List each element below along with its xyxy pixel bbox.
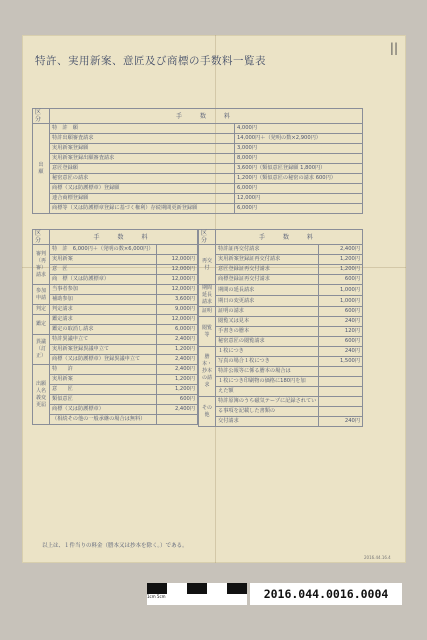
fee-amount: 600円 xyxy=(319,307,363,317)
header-fee: 手 数 料 xyxy=(50,109,363,124)
fee-amount: 12,000円 xyxy=(156,255,197,265)
table-row xyxy=(199,397,363,407)
fee-item: 実用新案登録異議申立て xyxy=(50,345,157,355)
table-row xyxy=(33,164,363,174)
fee-amount: 6,000円 xyxy=(234,184,362,194)
accession-number: 2016.044.0016.0004 xyxy=(250,583,402,605)
fee-item: 期日の変更請求 xyxy=(216,296,319,307)
table-row xyxy=(199,245,363,255)
fee-item: 意 匠 xyxy=(50,385,157,395)
fee-amount: 2,400円 xyxy=(319,245,363,255)
table-header-row xyxy=(33,230,198,245)
table-row xyxy=(33,345,198,355)
fee-item: 実用新案登録証再交付請求 xyxy=(216,255,319,265)
header-category: 区分 xyxy=(199,230,216,245)
fee-amount: 9,000円 xyxy=(156,305,197,315)
fee-item: 商 標（又は防護標章） xyxy=(50,275,157,285)
fee-item: １枚につき印刷物の価格に180円を加 xyxy=(216,377,319,387)
fee-amount: 600円 xyxy=(156,395,197,405)
fee-item: 実用新案登録願 xyxy=(50,144,235,154)
fee-amount: 1,200円（類似意匠の秘密の請求 600円） xyxy=(234,174,362,184)
table-row xyxy=(33,275,198,285)
table-row xyxy=(199,275,363,285)
table-row xyxy=(33,405,198,415)
fee-amount: 600円 xyxy=(319,275,363,285)
table-row xyxy=(33,265,198,275)
fee-item: （相続その他の一般承継の場合は無料） xyxy=(50,415,157,425)
table-row xyxy=(199,337,363,347)
table-row xyxy=(33,305,198,315)
pencil-annotation: 2016.44.16.4 xyxy=(364,555,391,560)
table-row xyxy=(33,204,363,214)
table-row xyxy=(33,285,198,295)
fee-item: 秘密意匠の請求 xyxy=(50,174,235,184)
table-row xyxy=(33,395,198,405)
category-cell: 判定 xyxy=(33,305,50,315)
fee-amount: 3,600円（類似意匠登録願 1,800円） xyxy=(234,164,362,174)
category-cell: 証明 xyxy=(199,307,216,317)
fee-item: 鑑定請求 xyxy=(50,315,157,325)
table-row xyxy=(33,315,198,325)
fee-amount: 2,400円 xyxy=(156,355,197,365)
table-row xyxy=(33,144,363,154)
fee-amount: 12,000円 xyxy=(156,265,197,275)
header-fee: 手 数 料 xyxy=(216,230,363,245)
table-row xyxy=(33,415,198,425)
fee-amount xyxy=(156,415,197,425)
header-fee: 手 数 料 xyxy=(50,230,198,245)
fee-item: 特 許 6,000円＋（発明の数×6,000円） xyxy=(50,245,157,255)
fee-amount: 1,000円 xyxy=(319,285,363,296)
fee-table-left xyxy=(32,229,198,425)
table-row xyxy=(199,317,363,327)
category-cell: 期間延長請求 xyxy=(199,285,216,307)
table-row xyxy=(33,124,363,134)
fee-amount: 12,000円 xyxy=(156,315,197,325)
fee-amount xyxy=(319,367,363,377)
category-cell: 参加申請 xyxy=(33,285,50,305)
category-cell: 出 願 xyxy=(33,124,50,214)
fee-item: 商標（又は防護標章）登録異議申立て xyxy=(50,355,157,365)
fee-item: 特許異議申立て xyxy=(50,335,157,345)
fee-item: 補助参加 xyxy=(50,295,157,305)
table-row xyxy=(33,194,363,204)
fee-item: 実用新案登録出願審査請求 xyxy=(50,154,235,164)
fee-item: 鑑定の取消し請求 xyxy=(50,325,157,335)
fee-amount: 8,000円 xyxy=(234,154,362,164)
fee-amount: 4,000円 xyxy=(234,124,362,134)
fee-item: 意 匠 xyxy=(50,265,157,275)
fee-item: 交付請求 xyxy=(216,417,319,427)
table-row xyxy=(199,307,363,317)
fee-amount: 1,200円 xyxy=(319,265,363,275)
fee-amount: 120円 xyxy=(319,327,363,337)
table-row xyxy=(33,335,198,345)
table-row xyxy=(199,255,363,265)
table-row xyxy=(33,365,198,375)
fee-item: １枚につき xyxy=(216,347,319,357)
scale-label: 1cm 5cm xyxy=(147,594,247,605)
table-row xyxy=(33,385,198,395)
fee-item: 連合商標登録願 xyxy=(50,194,235,204)
fee-table-top xyxy=(32,108,363,214)
table-row xyxy=(199,377,363,387)
fee-item: 実用新案 xyxy=(50,255,157,265)
table-row xyxy=(33,154,363,164)
fee-amount xyxy=(319,397,363,407)
fee-amount: 3,000円 xyxy=(234,144,362,154)
fee-amount: 1,500円 xyxy=(319,357,363,367)
fee-item: えた額 xyxy=(216,387,319,397)
fee-amount: 240円 xyxy=(319,347,363,357)
fee-item: 特許出願審査請求 xyxy=(50,134,235,144)
fee-item: 商標（又は防護標章）登録願 xyxy=(50,184,235,194)
category-cell: 謄本・抄本の請求 xyxy=(199,347,216,397)
fee-item: 特許証再交付請求 xyxy=(216,245,319,255)
table-row xyxy=(199,387,363,397)
header-category: 区分 xyxy=(33,109,50,124)
fee-amount: 12,000円 xyxy=(156,275,197,285)
fee-amount: 2,400円 xyxy=(156,335,197,345)
fee-item: 期間の延長請求 xyxy=(216,285,319,296)
category-cell: 審判（再審）請求 xyxy=(33,245,50,285)
fee-amount: 3,600円 xyxy=(156,295,197,305)
table-row xyxy=(33,134,363,144)
table-row xyxy=(199,327,363,337)
fee-item: 特許原簿のうち磁気テープに記録されてい xyxy=(216,397,319,407)
table-header-row xyxy=(199,230,363,245)
fee-amount xyxy=(319,407,363,417)
fee-item: 証明の請求 xyxy=(216,307,319,317)
fee-item: 閲覧又は見本 xyxy=(216,317,319,327)
category-cell: 再交付 xyxy=(199,245,216,285)
category-cell: 異議（訂正） xyxy=(33,335,50,365)
header-category: 区分 xyxy=(33,230,50,245)
table-row xyxy=(199,347,363,357)
category-cell: 閲覧等 xyxy=(199,317,216,347)
fee-item: 写真の場合１枚につき xyxy=(216,357,319,367)
fee-amount: 1,200円 xyxy=(156,385,197,395)
category-cell: 出願人名義変更届 xyxy=(33,365,50,425)
fee-amount xyxy=(156,245,197,255)
fee-item: 実用新案 xyxy=(50,375,157,385)
table-row xyxy=(33,245,198,255)
fee-item: る事項を記載した書類の xyxy=(216,407,319,417)
table-row xyxy=(199,367,363,377)
table-header-row xyxy=(33,109,363,124)
fee-item: 意匠登録証再交付請求 xyxy=(216,265,319,275)
table-row xyxy=(33,255,198,265)
table-row xyxy=(33,355,198,365)
document-title: 特許、実用新案、意匠及び商標の手数料一覧表 xyxy=(35,55,266,67)
fee-amount: 12,000円 xyxy=(234,194,362,204)
fee-amount: 2,400円 xyxy=(156,405,197,415)
table-row xyxy=(33,174,363,184)
fee-item: 類似意匠 xyxy=(50,395,157,405)
fee-amount: 240円 xyxy=(319,317,363,327)
table-row xyxy=(33,375,198,385)
fee-item: 判定請求 xyxy=(50,305,157,315)
fee-amount: 1,200円 xyxy=(319,255,363,265)
fee-item: 商標（又は防護標章） xyxy=(50,405,157,415)
scale-bar xyxy=(147,583,247,605)
fee-table-right xyxy=(198,229,363,427)
footnote: 以上は、１件当りの料金（謄本又は抄本を除く。）である。 xyxy=(42,543,188,549)
fee-item: 特 許 願 xyxy=(50,124,235,134)
table-row xyxy=(199,407,363,417)
table-row xyxy=(199,285,363,296)
fee-amount: 14,000円＋（発明の数×2,900円） xyxy=(234,134,362,144)
fee-amount: 600円 xyxy=(319,337,363,347)
fee-item: 意匠登録願 xyxy=(50,164,235,174)
fee-item: 当事者参加 xyxy=(50,285,157,295)
table-row xyxy=(199,296,363,307)
category-cell: その他 xyxy=(199,397,216,427)
table-row xyxy=(199,417,363,427)
fee-item: 手書きの謄本 xyxy=(216,327,319,337)
fee-amount xyxy=(319,387,363,397)
fee-amount: 2,400円 xyxy=(156,365,197,375)
fee-amount: 12,000円 xyxy=(156,285,197,295)
table-row xyxy=(33,184,363,194)
fee-amount: 240円 xyxy=(319,417,363,427)
fee-amount: 1,200円 xyxy=(156,375,197,385)
fee-item: 秘密意匠の閲覧請求 xyxy=(216,337,319,347)
fee-amount xyxy=(319,377,363,387)
fee-item: 特 許 xyxy=(50,365,157,375)
table-row xyxy=(33,295,198,305)
category-cell: 鑑定 xyxy=(33,315,50,335)
fee-amount: 6,000円 xyxy=(234,204,362,214)
fee-amount: 1,200円 xyxy=(156,345,197,355)
fee-item: 特許公報等に係る謄本の場合は xyxy=(216,367,319,377)
fee-amount: 6,000円 xyxy=(156,325,197,335)
fee-item: 商標登録証再交付請求 xyxy=(216,275,319,285)
fee-amount: 1,000円 xyxy=(319,296,363,307)
corner-mark: || xyxy=(389,41,398,55)
table-row xyxy=(199,357,363,367)
table-row xyxy=(199,265,363,275)
fee-item: 商標等（又は防護標章登録に基づく権利）存続期間更新登録願 xyxy=(50,204,235,214)
table-row xyxy=(33,325,198,335)
